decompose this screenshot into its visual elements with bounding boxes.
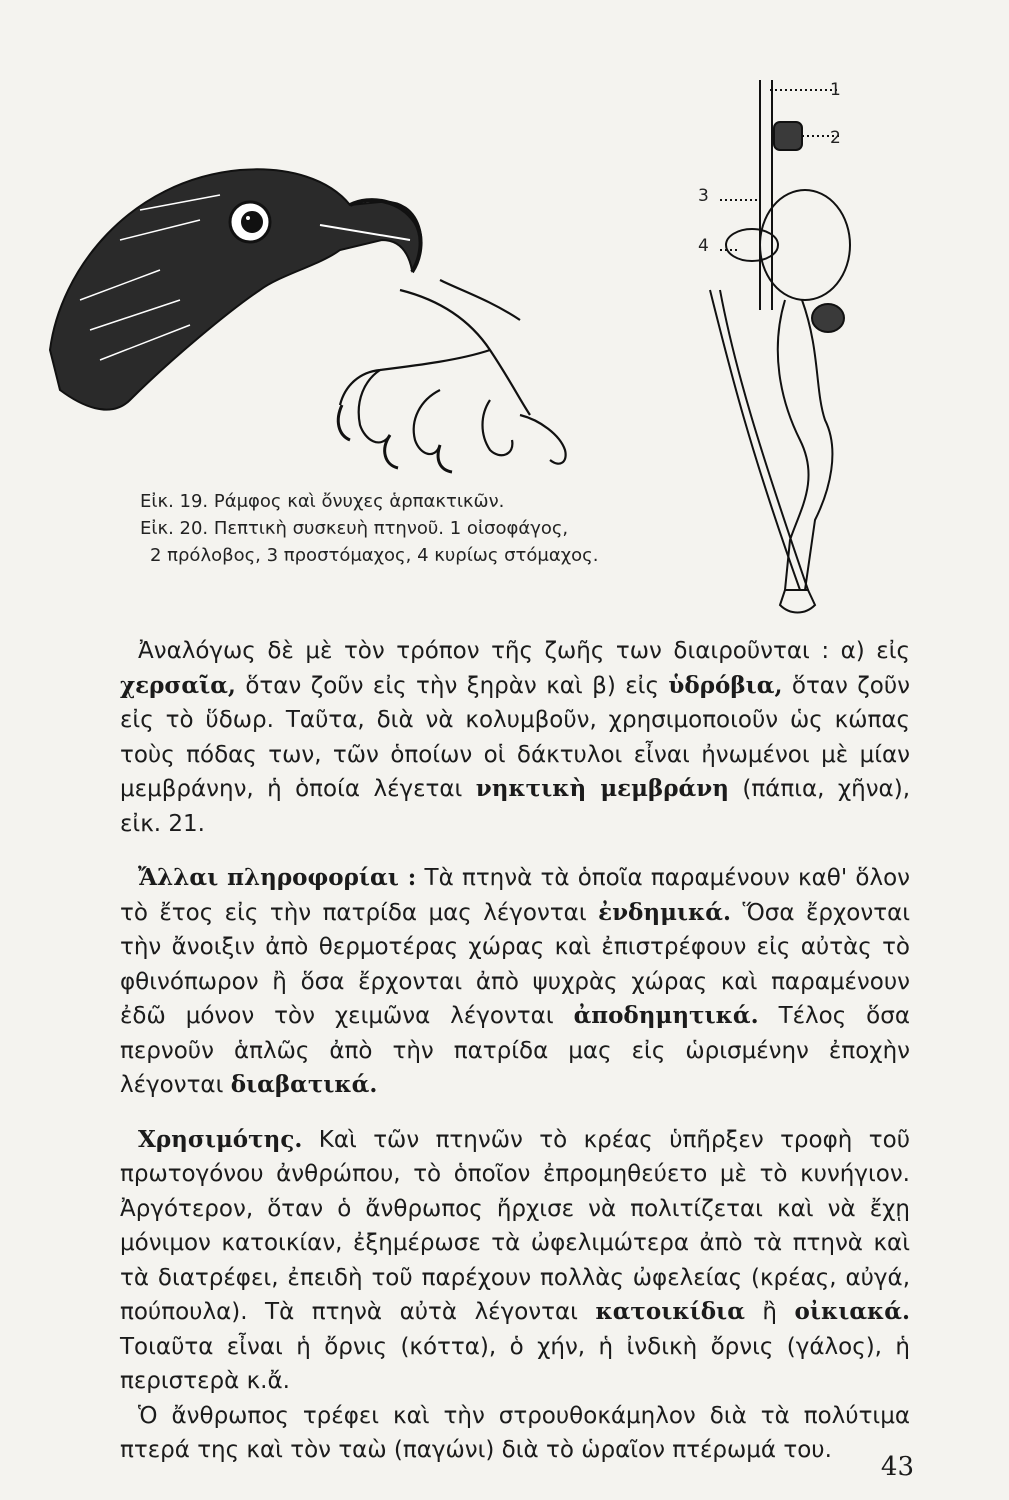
- text-run: ὅταν ζοῦν εἰς τὸ ὕδωρ. Ταῦτα, διὰ νὰ κολυμβοῦν, χρησιμοποιοῦν ὡς κώπας τοὺς πόδας των, τῶν ὁποίων οἱ δάκτυλοι εἶναι ἠνωμένοι μὲ μίαν μεμβράνην, ἡ ὁποία λέγεται: [120, 672, 910, 802]
- fig20-caption-line2: 2 πρόλοβος, 3 προστόμαχος, 4 κυρίως στόμαχος.: [150, 545, 599, 566]
- cloaca-drawing: [780, 590, 815, 613]
- heading-other-info: Ἄλλαι πληροφορίαι :: [138, 864, 417, 891]
- intestine-drawing: [778, 300, 833, 590]
- fig20-caption-line1: Εἰκ. 20. Πεπτικὴ συσκευὴ πτηνοῦ. 1 οἰσοφάγος,: [140, 518, 569, 539]
- callout-3: 3: [698, 186, 709, 206]
- term-household: οἰκιακά.: [794, 1298, 910, 1325]
- paragraph-ostrich: [120, 1399, 910, 1468]
- term-endemic: ἐνδημικά.: [598, 898, 732, 926]
- oesophagus-drawing: [760, 80, 772, 310]
- callout-4: 4: [698, 236, 709, 256]
- paragraph-usefulness: [120, 1123, 910, 1399]
- text-run: Τὰ πτηνὰ τὰ ὁποῖα παραμένουν καθ' ὅλον τὸ ἔτος εἰς τὴν πατρίδα μας λέγονται: [120, 865, 910, 926]
- paragraph-habitat: [120, 634, 910, 841]
- text-run: Ὅσα ἔρχονται τὴν ἄνοιξιν ἀπὸ θερμοτέρας χώρας καὶ ἐπιστρέφουν εἰς αὐτὰς τὸ φθινόπωρον ἢ ὅσα ἔρχονται ἀπὸ ψυχρὰς χώρας καὶ παραμένουν ἐδῶ μόνον τὸν χειμῶνα λέγονται: [120, 899, 911, 1029]
- text-run: Ἀναλόγως δὲ μὲ τὸν τρόπον τῆς ζωῆς των διαιροῦνται : α) εἰς: [138, 638, 910, 664]
- fig19-caption: Εἰκ. 19. Ράμφος καὶ ὄνυχες ἁρπακτικῶν.: [140, 491, 505, 512]
- paragraph-other-info: [120, 861, 910, 1103]
- figure-captions: [140, 488, 680, 569]
- eagle-head-and-talon-illustration: [20, 150, 580, 480]
- talon-drawing: [338, 280, 565, 472]
- term-terrestrial: χερσαῖα,: [120, 671, 236, 699]
- gizzard-drawing: [760, 190, 850, 300]
- term-aquatic: ὑδρόβια,: [668, 671, 783, 699]
- text-run: Ὁ ἄνθρωπος τρέφει καὶ τὴν στρουθοκάμηλον διὰ τὰ πολύτιμα πτερά της καὶ τὸν ταὼ (παγώνι) διὰ τὸ ὡραῖον πτέρωμά του.: [120, 1402, 910, 1463]
- text-run: Τοιαῦτα εἶναι ἡ ὄρνις (κόττα), ὁ χήν, ἡ ἰνδικὴ ὄρνις (γάλος), ἡ περιστερὰ κ.ἄ.: [120, 1333, 910, 1394]
- text-run: ὅταν ζοῦν εἰς τὴν ξηρὰν καὶ β) εἰς: [235, 672, 669, 699]
- term-web-membrane: νηκτικὴ μεμβράνη: [475, 775, 729, 802]
- text-run: ἢ: [744, 1299, 795, 1325]
- text-run: (πάπια, χῆνα), εἰκ. 21.: [120, 776, 911, 837]
- crop-drawing: [774, 122, 802, 150]
- proventriculus-drawing: [726, 229, 778, 261]
- term-migratory: ἀποδημητικά.: [573, 1002, 759, 1029]
- page-number: 43: [880, 1452, 914, 1482]
- text-run: Καὶ τῶν πτηνῶν τὸ κρέας ὑπῆρξεν τροφὴ τοῦ πρωτογόνου ἀνθρώπου, τὸ ὁποῖον ἐπρομηθεύετο μὲ τὸ κυνήγιον. Ἀργότερον, ὅταν ὁ ἄνθρωπος ἤρχισε νὰ πολιτίζεται καὶ νὰ ἔχῃ μόνιμον κατοικίαν, ἐξημέρωσε τὰ ὠφελιμώτερα ἀπὸ τὰ πτηνὰ καὶ τὰ διατρέφει, ἐπειδὴ τοῦ παρέχουν πολλὰς ὠφελείας (κρέας, αὐγά, πούπουλα). Τὰ πτηνὰ αὐτὰ λέγονται: [120, 1126, 910, 1325]
- callout-1: 1: [830, 80, 841, 100]
- heading-usefulness: Χρησιμότης.: [138, 1125, 303, 1153]
- term-passage: διαβατικά.: [230, 1071, 378, 1098]
- callout-2: 2: [830, 128, 841, 148]
- text-run: Τέλος ὅσα περνοῦν ἁπλῶς ἀπὸ τὴν πατρίδα μας εἰς ὡρισμένην ἐποχὴν λέγονται: [120, 1003, 910, 1098]
- digestive-system-illustration: [690, 70, 890, 630]
- body-text: [120, 634, 910, 1468]
- term-domestic: κατοικίδια: [595, 1298, 745, 1325]
